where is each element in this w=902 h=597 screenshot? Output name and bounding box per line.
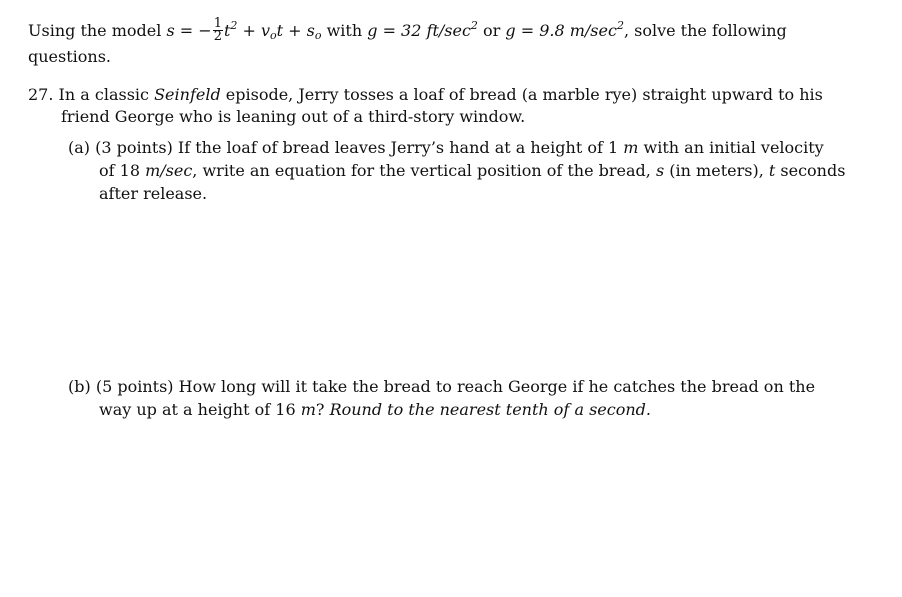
var-s: s bbox=[166, 21, 175, 40]
rounding-instruction: Round to the nearest tenth of a second. bbox=[329, 400, 651, 419]
problem-line1-b: episode, Jerry tosses a loaf of bread (a marble rye) straight upward to his bbox=[220, 85, 823, 104]
part-a-line-3 bbox=[99, 183, 207, 205]
unit-m-2: m bbox=[300, 400, 316, 419]
problem-line1-a: In a classic bbox=[58, 85, 155, 104]
part-a-text-3: after release. bbox=[99, 184, 208, 203]
part-a-text-2a: of 18 bbox=[99, 161, 140, 180]
model-rest: $t^2 + v_ot + s_o$ bbox=[223, 19, 322, 42]
part-b-points: (5 points) bbox=[95, 377, 174, 396]
var-s-2: s bbox=[655, 161, 665, 180]
unit-ft-sec2: $ft/\sec^2$ bbox=[426, 19, 478, 40]
intro-line-2 bbox=[28, 46, 111, 68]
intro-questions: questions. bbox=[28, 47, 112, 66]
problem-line2: friend George who is leaning out of a third-story window. bbox=[61, 107, 526, 126]
part-b-text-2a: way up at a height of 16 bbox=[99, 400, 296, 419]
g-value-2: g = 9.8 bbox=[505, 21, 565, 40]
equals: = bbox=[179, 21, 194, 40]
intro-tail: , solve the following bbox=[623, 21, 787, 40]
part-b-text-1: How long will it take the bread to reach George if he catches the bread on the bbox=[178, 377, 816, 396]
unit-m-sec2: $m/\sec^2$ bbox=[569, 19, 624, 40]
part-b-line-2 bbox=[99, 399, 651, 421]
part-b-question: ? bbox=[315, 400, 325, 419]
show-title: Seinfeld bbox=[154, 85, 221, 104]
part-a-line-1 bbox=[68, 137, 824, 159]
part-a-text-2d: seconds bbox=[780, 161, 846, 180]
minus-sign: − bbox=[198, 21, 212, 40]
or-word: or bbox=[483, 21, 501, 40]
one-half-fraction bbox=[213, 18, 223, 43]
unit-m: m bbox=[623, 138, 639, 157]
part-a-text-1: If the loaf of bread leaves Jerry’s hand at a height of 1 bbox=[177, 138, 619, 157]
part-a-text-1-end: with an initial velocity bbox=[643, 138, 824, 157]
intro-lead: Using the model bbox=[28, 21, 162, 40]
var-t: t bbox=[768, 161, 776, 180]
part-b-line-1 bbox=[68, 376, 815, 398]
frac-numerator: 1 bbox=[213, 16, 222, 31]
g-value-1: g = 32 bbox=[367, 21, 422, 40]
part-a-points: (3 points) bbox=[95, 138, 173, 157]
part-a-line-2 bbox=[99, 160, 845, 182]
unit-m-sec: m/sec bbox=[145, 161, 193, 180]
intro-line-1 bbox=[28, 16, 787, 44]
with-word: with bbox=[326, 21, 363, 40]
problem-27-line-2 bbox=[61, 106, 525, 128]
part-a-text-2c: (in meters), bbox=[669, 161, 764, 180]
part-a-text-2b: , write an equation for the vertical position of the bread, bbox=[192, 161, 651, 180]
part-a-label: (a) bbox=[68, 138, 91, 157]
problem-27-line-1 bbox=[28, 84, 823, 106]
part-b-label: (b) bbox=[68, 377, 91, 396]
problem-number: 27. bbox=[28, 85, 54, 104]
frac-denominator: 2 bbox=[213, 29, 222, 44]
